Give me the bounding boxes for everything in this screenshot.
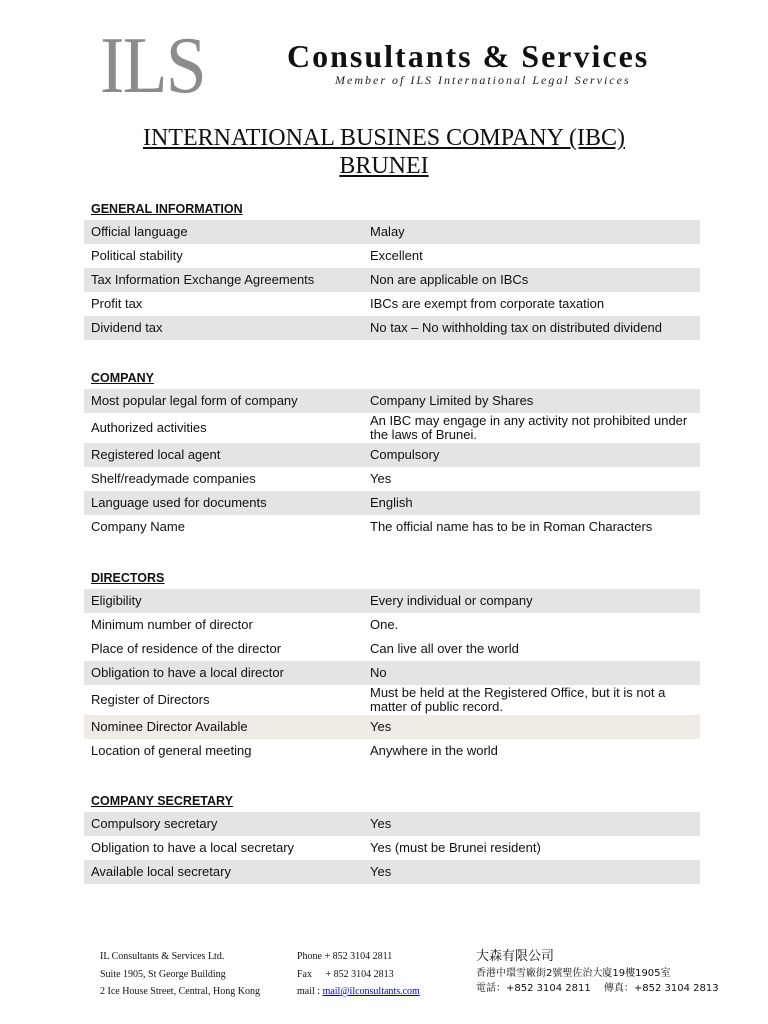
footer-address-line-1: Suite 1905, St George Building	[100, 968, 226, 980]
section-heading: COMPANY SECRETARY	[91, 794, 233, 808]
footer-address	[100, 948, 260, 1001]
table-row	[84, 589, 700, 613]
title-line-1: INTERNATIONAL BUSINES COMPANY (IBC)	[142, 125, 625, 151]
table-row	[84, 220, 700, 244]
table-row	[84, 637, 700, 661]
firm-tagline: Member of ILS International Legal Services	[335, 73, 631, 87]
table-row	[84, 316, 700, 340]
fax-label: Fax	[297, 968, 312, 980]
section-heading: DIRECTORS	[91, 571, 165, 585]
row-label: Authorized activities	[91, 420, 207, 435]
row-value: Malay	[370, 224, 405, 239]
row-value: Yes (must be Brunei resident)	[370, 840, 541, 855]
row-label: Available local secretary	[91, 864, 231, 879]
table-row	[84, 491, 700, 515]
email-link[interactable]: mail@ilconsultants.com	[322, 986, 420, 997]
row-value: Yes	[370, 864, 392, 879]
table-row	[84, 836, 700, 860]
footer-contact	[297, 948, 420, 1001]
table-row	[84, 244, 700, 268]
row-value: Anywhere in the world	[370, 743, 498, 758]
row-label: Tax Information Exchange Agreements	[91, 272, 315, 287]
row-value: Compulsory	[370, 447, 440, 462]
row-label: Official language	[91, 224, 188, 239]
table-row	[84, 812, 700, 836]
chinese-company-name: 大森有限公司	[476, 949, 555, 964]
table-row	[84, 443, 700, 467]
mail-label: mail :	[297, 986, 321, 997]
row-label: Place of residence of the director	[91, 641, 282, 656]
row-label: Register of Directors	[91, 692, 210, 707]
row-value: Yes	[370, 719, 392, 734]
section-general-information	[84, 200, 700, 340]
row-value: Excellent	[370, 248, 423, 263]
ils-logo: ILS	[100, 22, 205, 110]
chinese-contact: 電話：+852 3104 2811 傳真：+852 3104 2813	[476, 983, 719, 994]
row-label: Registered local agent	[91, 447, 221, 462]
footer-mail	[297, 983, 420, 1001]
row-label: Location of general meeting	[91, 743, 252, 758]
table-row	[84, 292, 700, 316]
table-row	[84, 715, 700, 739]
table-row	[84, 613, 700, 637]
row-value: Company Limited by Shares	[370, 393, 534, 408]
section-heading: COMPANY	[91, 371, 154, 385]
row-value: Must be held at the Registered Office, but it is not a matter of public record.	[370, 685, 666, 714]
row-label: Minimum number of director	[91, 617, 253, 632]
row-value: An IBC may engage in any activity not prohibited under the laws of Brunei.	[370, 413, 688, 442]
table-row	[84, 685, 700, 715]
table-row	[84, 268, 700, 292]
phone-label: Phone	[297, 951, 322, 962]
document-title	[84, 124, 684, 180]
phone-number: + 852 3104 2811	[324, 951, 393, 962]
row-label: Profit tax	[91, 296, 143, 311]
table-row	[84, 467, 700, 491]
row-value: One.	[370, 617, 399, 632]
row-value: Every individual or company	[370, 593, 533, 608]
section-company-secretary	[84, 792, 700, 884]
row-label: Dividend tax	[91, 320, 163, 335]
row-value: No	[370, 665, 387, 680]
row-label: Language used for documents	[91, 495, 267, 510]
row-label: Compulsory secretary	[91, 816, 218, 831]
row-value: The official name has to be in Roman Characters	[370, 519, 653, 534]
row-value: Yes	[370, 471, 392, 486]
table-row	[84, 413, 700, 443]
row-label: Obligation to have a local secretary	[91, 840, 295, 855]
row-value: IBCs are exempt from corporate taxation	[370, 296, 605, 311]
fax-number: + 852 3104 2813	[325, 968, 394, 980]
chinese-address: 香港中環雪廠街2號聖佐治大廈19樓1905室	[476, 968, 671, 979]
row-label: Most popular legal form of company	[91, 393, 298, 408]
row-value: Can live all over the world	[370, 641, 519, 656]
section-company	[84, 369, 700, 539]
footer-fax	[297, 966, 420, 984]
row-label: Shelf/readymade companies	[91, 471, 256, 486]
row-label: Company Name	[91, 519, 185, 534]
table-row	[84, 515, 700, 539]
table-row	[84, 389, 700, 413]
footer-phone	[297, 948, 420, 966]
footer-chinese-block	[476, 948, 719, 996]
footer-company-name: IL Consultants & Services Ltd.	[100, 951, 225, 962]
row-value: No tax – No withholding tax on distributed dividend	[370, 320, 662, 335]
table-row	[84, 661, 700, 685]
footer-address-line-2: 2 Ice House Street, Central, Hong Kong	[100, 986, 260, 997]
row-value: Non are applicable on IBCs	[370, 272, 529, 287]
section-heading: GENERAL INFORMATION	[91, 202, 243, 216]
table-row	[84, 739, 700, 763]
table-row	[84, 860, 700, 884]
section-directors	[84, 569, 700, 763]
firm-name: Consultants & Services	[287, 38, 650, 74]
row-label: Obligation to have a local director	[91, 665, 284, 680]
row-value: English	[370, 495, 413, 510]
title-line-2: BRUNEI	[339, 153, 429, 179]
row-label: Nominee Director Available	[91, 719, 248, 734]
row-label: Political stability	[91, 248, 183, 263]
row-value: Yes	[370, 816, 392, 831]
row-label: Eligibility	[91, 593, 142, 608]
